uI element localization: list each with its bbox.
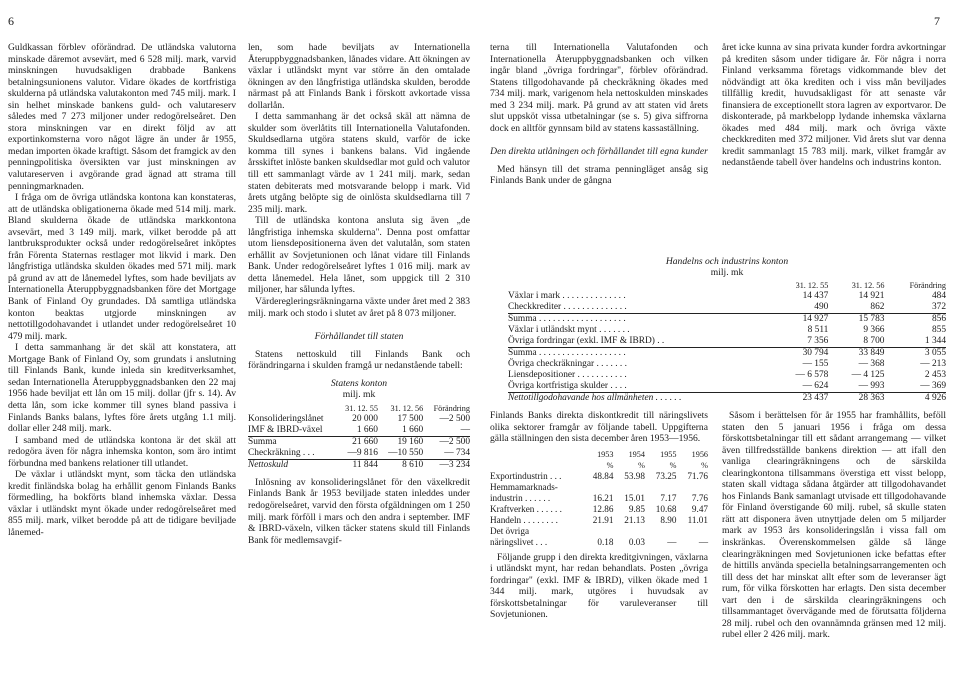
table-cell: 15.01 — [624, 492, 645, 503]
table-cell: Kraftverken . . . . . . — [490, 503, 562, 514]
table-cell — [613, 526, 645, 537]
table-cell — [676, 526, 708, 537]
paragraph: Guldkassan förblev oförändrad. De utländska valutorna minskade däremot avsevärt, med 6 528 milj. mark, varvid minskningen huvudsakligen drabbade Bankens betalningsunionens valutor. Vidare ökades de kortfristiga skulderna på utländska valutakonton med 745 milj. mark. I sin helhet minskade bankens guld- och valutareserv således med 7 273 miljoner under redogörelseåret. Den stora minskningen var en direkt följd av att exportinkomsterna voro något lägre än under år 1955, medan importen ökade kraftigt. Såsom det framgick av den penningpolitiska översikten var just minskningen av valutareserven i avgörande grad ägnad att strama till penningmarknaden. — [8, 42, 236, 192]
table-row — [508, 325, 946, 336]
table-row — [508, 393, 946, 405]
paragraph: I samband med de utländska kontona är det skäl att redogöra även för några inhemska konton, som äro intimt förbundna med bankens relationer till utlandet. — [8, 434, 236, 469]
sector-table — [490, 449, 708, 548]
table-row — [248, 425, 470, 437]
table-cell: 16.21 — [592, 492, 614, 503]
column-4-lower — [722, 410, 946, 641]
paragraph: terna till Internationella Valutafonden och Internationella Återuppbyggnadsbanken och vilken ingår bland „övriga fordringar", förblev oförändrad. Statens tillgodohavande på checkräkning ökades med 734 milj. mark, varigenom hela nettoskulden minskades med 3 234 milj. mark. På grund av att staten vid årets slut uppsköt vissa utbetalningar (se s. 5) giva siffrorna dock en alltför gynnsam bild av statens kassaställning. — [490, 42, 708, 134]
table-cell: 11 844 — [352, 459, 378, 470]
table-cell: Exportindustrin . . . — [490, 470, 562, 481]
table-cell — [676, 482, 708, 493]
table-row — [490, 482, 708, 493]
table-cell: Växlar i utländskt mynt . . . . . . . — [508, 325, 630, 335]
table-row — [248, 414, 470, 425]
statens-konton-table — [248, 403, 470, 471]
paragraph: Såsom i berättelsen för år 1955 har framhållits, beföll staten den 5 januari 1956 i fråga om dessa förskottsbetalningar till ett sådant arrangemang — vilket även tillfredsställde bankens direktion — att ifall den vanliga clearingräkningens och de särskilda clearingkontona tillsammans överstiga ett visst belopp, staten skall vidtaga sådana åtgärder att tillgodohavandet hos Finlands Bank samanlagt utvisade ett tillgodohavande för Finland överstigande 60 milj. rubel, så skulle staten rätt att disponera även utnyttjade delen om 5 miljarder mark av 1953 års konsolideringslån i vissa fall om inskränkas. Överenskommelsen gälde så länge clearingräkningen med Sovjetunionen icke befattas efter de hittills använda speciella betalningsarrangementen och till dess det har minskat allt efter som de leveranser ägt rum, för vilka förskotten har erlagts. Den sista december vart den i de särskilda clearingräkningens och tillsammantaget övervägande med de förutsatta följderna 28 milj. rubel och den ovannämnda gränsen med 12 milj. rubel eller 2 426 milj. mark. — [722, 410, 946, 641]
table-cell: 1 660 — [402, 424, 424, 435]
table-cell: 28 363 — [858, 393, 885, 403]
table-cell: 3 055 — [924, 348, 946, 358]
table-cell: — 993 — [828, 381, 884, 393]
table-cell: 856 — [931, 314, 946, 324]
handelns-konton-table — [508, 280, 946, 404]
table-cell: Summa — [248, 436, 335, 448]
table-cell: Nettoskuld — [248, 459, 289, 470]
paragraph: I detta sammanhang är det skäl att konstatera, att Mortgage Bank of Finland Oy, som grundats i anslutning till Finlands Bank, kunde inleda sin kreditverksamhet, sedan Internationella Återuppbyggnadsbanken den 22 maj 1956 hade beviljat ett lån om 15 milj. dollar (jfr s. 14). Av detta lån, som icke kommer till synes bland passiva i Finlands Banks balans, lyftes före årets utgång 1.1 milj. dollar eller 248 milj. mark. — [8, 342, 236, 435]
page-number-right: 7 — [934, 14, 940, 28]
paragraph: Med hänsyn till det strama penningläget ansåg sig Finlands Bank under de gångna — [490, 163, 708, 187]
table-row — [490, 504, 708, 515]
table-row — [508, 302, 946, 314]
table-cell: —3 234 — [439, 459, 470, 470]
table-cell: 30 794 — [802, 348, 829, 358]
table-cell: IMF & IBRD-växel — [248, 424, 323, 435]
table-cell: — — [460, 424, 470, 435]
table-row — [248, 459, 470, 471]
table-cell: Konsolideringslånet — [248, 413, 324, 424]
table-cell: industrin . . . . . . — [490, 492, 551, 503]
table-cell: 484 — [931, 291, 946, 301]
table-cell: 8 511 — [807, 325, 829, 335]
table-cell: 12.86 — [592, 503, 614, 514]
table-cell: Checkkrediter . . . . . . . . . . . . . . — [508, 302, 772, 314]
table-cell: 14 927 — [802, 314, 829, 324]
table-cell: Checkräkning . . . — [248, 448, 335, 460]
table-header — [248, 403, 335, 414]
table-cell: 20 000 — [352, 413, 378, 424]
table-cell: Det övriga — [490, 525, 530, 536]
table-header: 31. 12. 56 — [851, 281, 885, 290]
table-row — [490, 526, 708, 537]
table-cell: 9.47 — [691, 503, 708, 514]
table-unit: milj. mk — [342, 389, 376, 401]
paragraph: I fråga om de övriga utländska kontona kan konstateras, att de utländska obligationerna ökade med 514 milj. mark. Bland skulderna ökade de utländska markkontona avsevärt, med 3 149 milj. mark, vilket berodde på att lantbruksprodukter också under redogörelseåret inköptes från Förenta Staternas restlager mot likvid i mark. Den långfristiga utländska skulden ökades med 571 milj. mark på grund av att de lånemedel lyftes, som hade beviljats av Internationella Återuppbyggnadsbanken före det Mortgage Bank of Finland Oy grundades. Då samtliga utländska konton beaktas utgjorde minskningen av nettotillgodohavandet i utlandet under redogörelseåret 10 479 milj. mark. — [8, 192, 236, 342]
table-cell — [645, 526, 677, 537]
table-header — [490, 460, 582, 471]
paragraph: Statens nettoskuld till Finlands Bank och förändringarna i skulden framgå ur nedanstående tabell: — [248, 348, 470, 372]
table-cell: 0.18 — [597, 536, 614, 547]
table-row — [490, 515, 708, 526]
table-cell: — — [698, 536, 708, 547]
table-cell: 9 366 — [863, 325, 885, 335]
table-cell: 53.98 — [624, 470, 645, 481]
table-cell: Liensdepositioner . . . . . . . . . . . — [508, 370, 627, 380]
table-cell: — 213 — [920, 359, 946, 369]
column-3 — [490, 42, 708, 187]
table-cell: 21.13 — [624, 514, 645, 525]
table-row — [508, 359, 946, 370]
paragraph: Till de utländska kontona ansluta sig även „de långfristiga inhemska skulderna". Denna post omfattar utom liensdepositionerna även det valutalån, som staten erhållit av Sovjetunionen och lånat vidare till Finlands Bank. Under redogörelseåret lyftes 1 016 milj. mark av detta lånemedel. Hela lånet, som uppgick till 2 310 miljoner, har sålunda lyftes. — [248, 215, 470, 296]
table-row — [508, 314, 946, 326]
table-cell: Hemmamarknads- — [490, 481, 558, 492]
table-cell: 1 660 — [356, 424, 378, 435]
table-cell: 14 921 — [858, 291, 885, 301]
paragraph: I detta sammanhang är det också skäl att nämna de skulder som överlåtits till Internationella Valutafonden. Skuldsedlarna utgöra statens skuld, varför de icke komma till synes i bankens balans. Vid ingående årsskiftet inlöste banken skuldsedlar mot guld och valutor till ett sammanlagt värde av 1 241 milj. mark, sedan staten debiterats med motsvarande belopp i mark. Vid årets utgång belöpte sig de oinlösta skuldsedlarna till 7 235 milj. mark. — [248, 111, 470, 215]
table-cell: 21 660 — [335, 436, 378, 448]
table-cell: 490 — [772, 302, 828, 314]
table-cell: Handeln . . . . . . . . — [490, 514, 558, 525]
table-header-row — [490, 460, 708, 471]
column-2 — [248, 42, 470, 546]
section-heading: Förhållandet till staten — [314, 331, 404, 343]
table-cell — [645, 482, 677, 493]
paragraph: Värderegleringsräkningarna växte under året med 2 383 milj. mark och stodo i slutet av året på 8 073 miljoner. — [248, 296, 470, 319]
table-title: Handelns och industrins konton — [665, 256, 789, 267]
table-cell: 7 356 — [772, 336, 828, 348]
table-unit: milj. mk — [710, 267, 744, 278]
column-3-lower — [490, 410, 708, 621]
table-cell: 11.01 — [687, 514, 708, 525]
table-row — [508, 370, 946, 381]
table-cell: 23 437 — [802, 393, 829, 403]
table-header: 1955 — [660, 449, 677, 459]
table-cell — [613, 482, 645, 493]
handelns-table-block — [508, 250, 946, 404]
table-header-row — [490, 449, 708, 460]
table-row — [508, 291, 946, 302]
paragraph: De växlar i utländskt mynt, som täcka den utländska kredit finländska bolag ha erhållit genom Finlands Banks förmedling, ha bokförts bland inhemska växlar. Dessa växlar i utländskt mynt ökade under redogörelseåret med 855 milj. mark, vilket berodde på att de tidigare beviljade lånemed- — [8, 469, 236, 538]
table-cell: 372 — [884, 302, 946, 314]
table-header: % — [701, 460, 708, 470]
table-cell: 862 — [828, 302, 884, 314]
table-cell: 14 437 — [802, 291, 829, 301]
table-cell: — 624 — [772, 381, 828, 393]
table-cell: 17 500 — [397, 413, 424, 424]
table-cell: —9 816 — [335, 448, 378, 460]
paragraph: Följande grupp i den direkta kreditgivningen, växlarna i utländskt mynt, har redan behandlats. Posten „övriga fordringar" (exkl. IMF & IBRD), vilken ökade med 1 344 milj. mark, utgöres i huvudsak av förskottsbetalningar för varuleveranser till Sovjetunionen. — [490, 551, 708, 621]
page-number-left: 6 — [8, 14, 14, 28]
table-cell — [582, 482, 614, 493]
paragraph: Finlands Banks direkta diskontkredit till näringslivets olika sektorer framgår av följande tabell. Uppgifterna gälla ställningen den sista december åren 1953—1956. — [490, 410, 708, 445]
table-row — [490, 537, 708, 548]
table-cell: 15 783 — [858, 314, 885, 324]
table-cell — [582, 526, 614, 537]
table-cell: 19 160 — [378, 436, 423, 448]
table-header: 1953 — [597, 449, 614, 459]
table-cell: 8 700 — [828, 336, 884, 348]
table-title: Statens konton — [330, 377, 388, 389]
table-row — [508, 336, 946, 348]
table-cell: — — [667, 536, 677, 547]
table-header: % — [606, 460, 614, 470]
table-header: % — [669, 460, 677, 470]
table-header: % — [638, 460, 645, 470]
table-cell: 33 849 — [858, 348, 885, 358]
table-cell: 8.90 — [660, 514, 677, 525]
section-heading: Den direkta utlåningen och förhållandet till egna kunder — [490, 146, 708, 158]
table-cell: 855 — [931, 325, 946, 335]
table-row — [508, 348, 946, 360]
table-cell: — 155 — [802, 359, 829, 369]
table-cell: — 734 — [423, 448, 470, 460]
table-cell: näringslivet . . . — [490, 536, 548, 547]
table-cell: — 6 578 — [795, 370, 829, 380]
table-cell: 4 926 — [924, 393, 946, 403]
paragraph: Inlösning av konsolideringslånet för den växelkredit Finlands Bank år 1953 beviljade staten inleddes under redogörelseåret, varvid den första ofgäldningen om 1 250 milj. mark förföll i mars och den andra i september. IMF & IBRD-växeln, vilken täcker statens skuld till Finlands Bank för medlemsavgif- — [248, 476, 470, 546]
table-cell: — 368 — [858, 359, 885, 369]
table-cell: 9.85 — [628, 503, 645, 514]
table-cell: 48.84 — [592, 470, 614, 481]
column-4 — [722, 42, 946, 169]
table-cell: Nettotillgodohavande hos allmänheten . . . . . . — [508, 393, 682, 403]
table-cell: 71.76 — [687, 470, 708, 481]
table-cell: —2 500 — [439, 413, 470, 424]
table-header: Förändring — [433, 403, 470, 413]
table-header-row — [248, 403, 470, 414]
table-cell: Växlar i mark . . . . . . . . . . . . . . — [508, 291, 626, 301]
table-row — [508, 381, 946, 393]
table-header: 1954 — [628, 449, 645, 459]
table-row — [248, 436, 470, 448]
table-cell: 2 453 — [924, 370, 946, 380]
table-header: 31. 12. 55 — [345, 403, 378, 413]
table-cell: 21.91 — [592, 514, 614, 525]
table-cell: 73.25 — [655, 470, 677, 481]
table-cell: — 4 125 — [851, 370, 885, 380]
table-header-row — [508, 280, 946, 291]
table-cell: 7.76 — [691, 492, 708, 503]
table-header — [508, 280, 772, 291]
table-row — [490, 471, 708, 482]
table-cell: —2 500 — [423, 436, 470, 448]
table-cell: 10.68 — [655, 503, 677, 514]
table-header: Förändring — [909, 281, 946, 290]
table-cell: 8 610 — [402, 459, 424, 470]
table-cell: Övriga fordringar (exkl. IMF & IBRD) . . — [508, 336, 772, 348]
paragraph: len, som hade beviljats av Internationella Återuppbyggnadsbanken, lånades vidare. Att ökningen av växlar i utländskt mynt var större än den omtalade ökningen av den långfristiga utländska skulden, berodde närmast på att Finlands Bank i förskott avkortade vissa dollarlån. — [248, 42, 470, 111]
column-1 — [8, 42, 236, 539]
table-cell: — 369 — [884, 381, 946, 393]
table-cell: Övriga kortfristiga skulder . . . . — [508, 381, 772, 393]
table-header: 31. 12. 55 — [795, 281, 829, 290]
table-cell: 7.17 — [660, 492, 677, 503]
table-cell: 1 344 — [884, 336, 946, 348]
table-cell: —10 550 — [378, 448, 423, 460]
table-header — [490, 449, 582, 460]
table-cell: 0.03 — [628, 536, 645, 547]
table-row — [490, 493, 708, 504]
table-row — [248, 448, 470, 460]
table-cell: Summa . . . . . . . . . . . . . . . . . . . — [508, 314, 626, 324]
table-cell: Övriga checkräkningar . . . . . . . — [508, 359, 627, 369]
table-header: 31. 12. 56 — [390, 403, 424, 413]
table-header: 1956 — [691, 449, 708, 459]
paragraph: året icke kunna av sina privata kunder fordra avkortningar på krediten såsom under tidigare år. För några i norra Finland verksamma företags vidkommande blev det nödvändigt att öka krediten och i viss mån beviljades tillfällig kredit, huvudsakligast för att senaste vår finansiera de exceptionellt stora lagren av exportvaror. De diskonterade, på markbelopp lydande inhemska växlarna ökades med 484 milj. mark och övriga växte checkkrediten med 372 miljoner. Vid årets slut var denna kredit sammanlagt 15 783 milj. mark, vilket framgår av nedanstående tabell över handelns och industrins konton. — [722, 42, 946, 169]
table-cell: Summa . . . . . . . . . . . . . . . . . . . — [508, 348, 626, 358]
